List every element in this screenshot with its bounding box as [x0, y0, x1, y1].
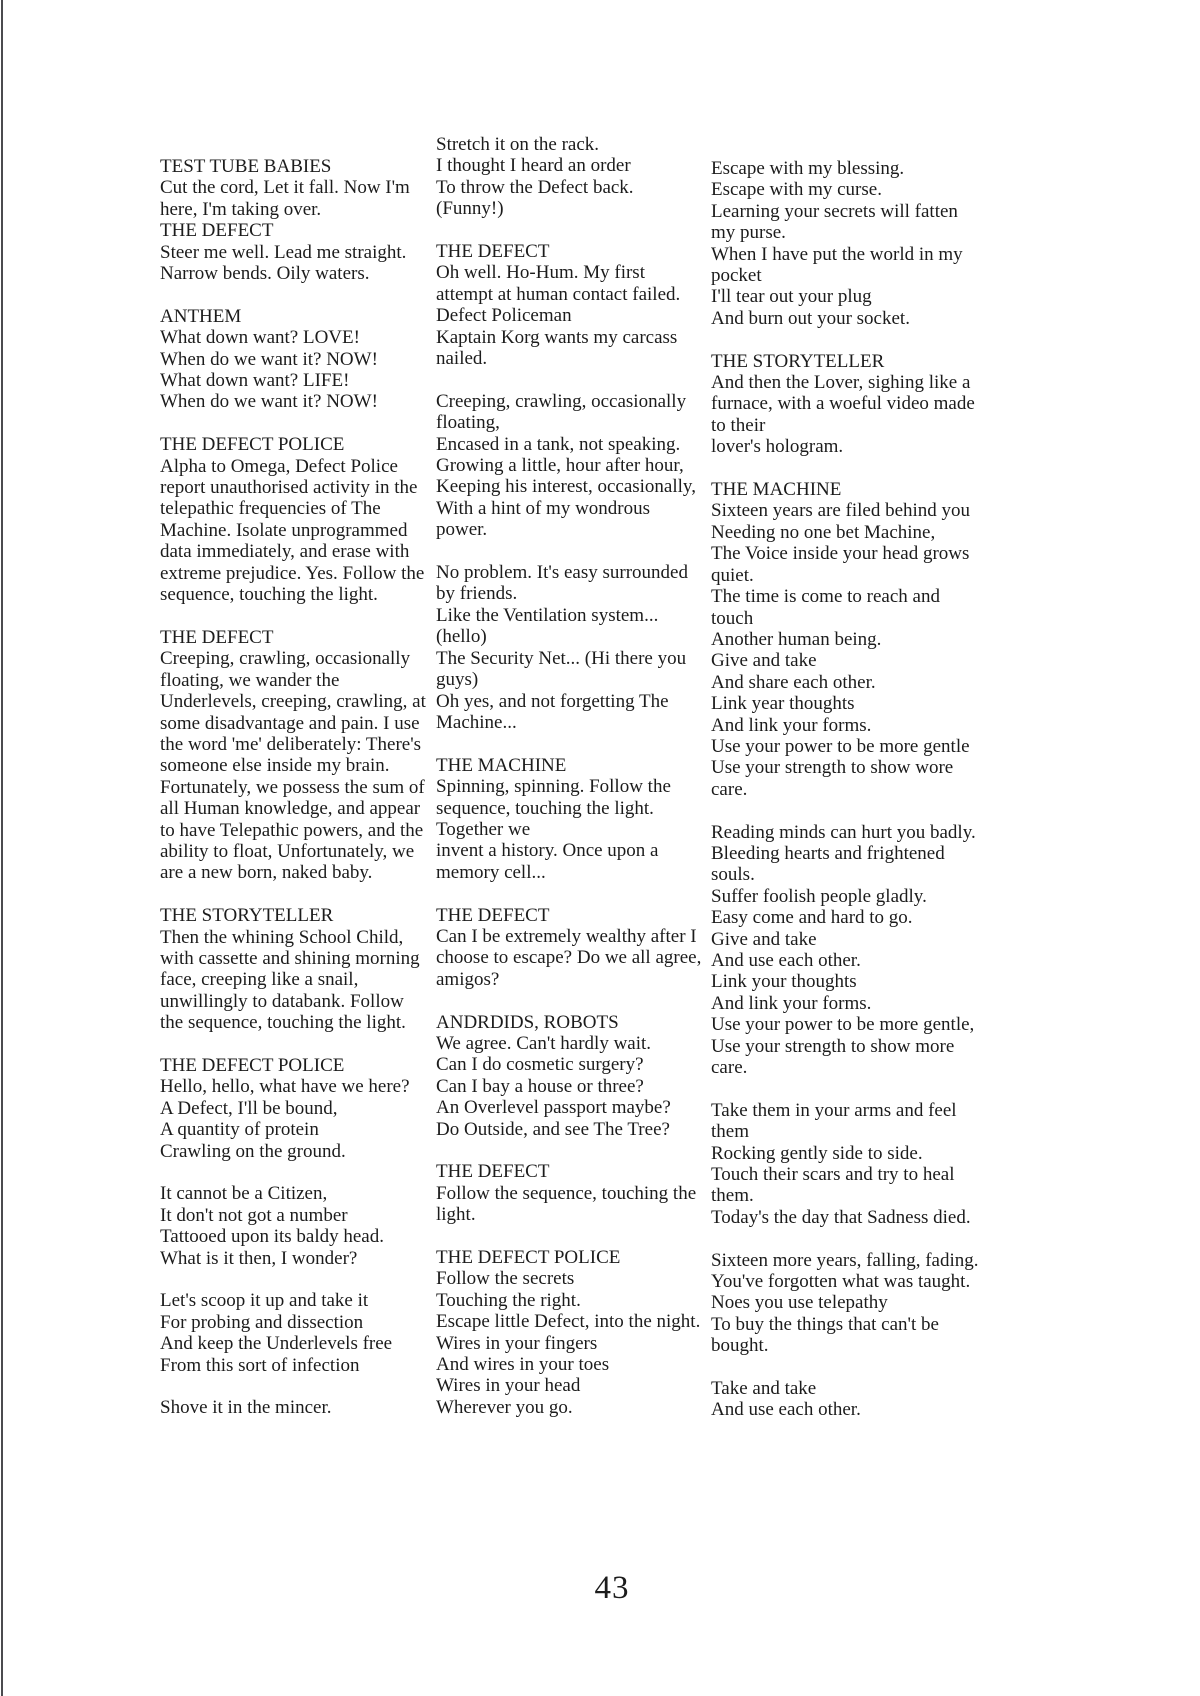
speaker-label: THE STORYTELLER	[160, 905, 334, 927]
lyric-line: here, I'm taking over.	[160, 198, 322, 220]
lyric-line: Wires in your fingers	[436, 1332, 598, 1354]
lyric-line: Let's scoop it up and take it	[160, 1290, 369, 1312]
lyric-line: choose to escape? Do we all agree,	[436, 947, 702, 969]
lyric-line: furnace, with a woeful video made	[711, 393, 975, 415]
lyric-line: Fortunately, we possess the sum of	[160, 776, 425, 798]
stanza	[436, 905, 701, 991]
page-number: 43	[594, 1570, 630, 1606]
stanza	[436, 755, 701, 883]
lyric-line: For probing and dissection	[160, 1311, 364, 1333]
speaker-label: THE DEFECT	[436, 1161, 550, 1183]
lyric-line: (hello)	[436, 626, 487, 648]
lyric-line: light.	[436, 1204, 476, 1226]
speaker-label: THE DEFECT POLICE	[436, 1247, 621, 1268]
stanza	[160, 905, 426, 1033]
lyric-line: Touch their scars and try to heal	[711, 1164, 955, 1186]
lyric-line: Use your power to be more gentle,	[711, 1014, 975, 1036]
lyric-line: An Overlevel passport maybe?	[436, 1097, 671, 1119]
lyric-line: Link your thoughts	[711, 971, 857, 993]
lyric-line: When I have put the world in my	[711, 243, 963, 265]
stanza	[711, 1100, 979, 1228]
lyric-line: ability to float, Unfortunately, we	[160, 840, 415, 862]
lyric-line: Keeping his interest, occasionally,	[436, 476, 696, 498]
lyric-line: care.	[711, 778, 748, 800]
lyric-line: telepathic frequencies of The	[160, 498, 381, 520]
lyric-line: Oh yes, and not forgetting The	[436, 690, 669, 712]
lyric-line: The Voice inside your head grows	[711, 543, 970, 565]
lyric-line: Alpha to Omega, Defect Police	[160, 455, 398, 477]
lyric-line: Sixteen more years, falling, fading.	[711, 1249, 979, 1271]
lyric-line: And link your forms.	[711, 992, 872, 1014]
lyric-line: What down want? LOVE!	[160, 327, 360, 349]
stanza	[436, 562, 701, 733]
stanza	[436, 1012, 701, 1140]
lyric-line: Sixteen years are filed behind you	[711, 500, 971, 522]
lyric-line: And then the Lover, sighing like a	[711, 372, 971, 394]
lyric-line: Escape little Defect, into the night.	[436, 1311, 701, 1333]
stanza	[711, 1250, 979, 1357]
stanza	[711, 479, 979, 800]
speaker-label: THE MACHINE	[436, 754, 567, 776]
lyric-line: to have Telepathic powers, and the	[160, 819, 424, 841]
lyric-line: We agree. Can't hardly wait.	[436, 1032, 652, 1054]
lyric-line: Machine. Isolate unprogrammed	[160, 519, 408, 541]
lyrics-column-1	[160, 156, 426, 1440]
stanza	[711, 822, 979, 1079]
lyric-line: It don't not got a number	[160, 1204, 348, 1226]
lyric-line: The Security Net... (Hi there you	[436, 647, 687, 669]
lyric-line: And wires in your toes	[436, 1354, 610, 1376]
lyric-line: Do Outside, and see The Tree?	[436, 1118, 670, 1140]
lyric-line: the sequence, touching the light.	[160, 1012, 406, 1034]
lyric-line: Then the whining School Child,	[160, 926, 404, 948]
lyric-line: I'll tear out your plug	[711, 286, 872, 308]
lyric-line: them.	[711, 1185, 754, 1207]
lyric-line: Can I bay a house or three?	[436, 1075, 644, 1097]
lyric-line: Crawling on the ground.	[160, 1140, 346, 1162]
lyric-line: With a hint of my wondrous	[436, 497, 651, 519]
lyric-line: touch	[711, 607, 754, 629]
speaker-label: TEST TUBE BABIES	[160, 156, 332, 177]
lyric-line: to their	[711, 414, 766, 436]
lyric-line: Rocking gently side to side.	[711, 1142, 923, 1164]
stanza	[160, 1055, 426, 1162]
lyric-line: invent a history. Once upon a	[436, 840, 659, 862]
lyric-line: Creeping, crawling, occasionally	[436, 390, 687, 412]
lyric-line: To buy the things that can't be	[711, 1313, 939, 1335]
lyric-line: Encased in a tank, not speaking.	[436, 433, 681, 455]
lyric-line: Follow the sequence, touching the	[436, 1182, 697, 1204]
lyric-line: Underlevels, creeping, crawling, at	[160, 691, 426, 713]
lyric-line: nailed.	[436, 348, 488, 370]
lyric-line: Learning your secrets will fatten	[711, 200, 958, 222]
lyric-line: Like the Ventilation system...	[436, 604, 659, 626]
speaker-label: ANTHEM	[160, 305, 242, 327]
speaker-label: THE DEFECT	[160, 220, 274, 242]
lyric-line: souls.	[711, 864, 755, 886]
lyric-line: No problem. It's easy surrounded	[436, 562, 688, 584]
lyric-line: Take them in your arms and feel	[711, 1099, 957, 1121]
lyric-line: data immediately, and erase with	[160, 541, 410, 563]
lyric-line: are a new born, naked baby.	[160, 862, 373, 884]
lyric-line: someone else inside my brain.	[160, 755, 390, 777]
lyrics-column-2	[436, 134, 701, 1440]
lyric-line: Easy come and hard to go.	[711, 907, 913, 929]
stanza	[436, 241, 701, 369]
lyric-line: Today's the day that Sadness died.	[711, 1206, 971, 1228]
lyric-line: by friends.	[436, 583, 518, 605]
lyric-line: Needing no one bet Machine,	[711, 521, 936, 543]
lyric-line: Noes you use telepathy	[711, 1292, 888, 1314]
lyric-line: What is it then, I wonder?	[160, 1247, 358, 1269]
lyric-line: Another human being.	[711, 628, 882, 650]
lyric-line: Shove it in the mincer.	[160, 1397, 332, 1419]
stanza	[436, 134, 701, 220]
lyric-line: Escape with my curse.	[711, 179, 882, 201]
lyric-line: Spinning, spinning. Follow the	[436, 776, 671, 798]
lyric-line: Steer me well. Lead me straight.	[160, 241, 407, 263]
lyric-line: When do we want it? NOW!	[160, 348, 378, 370]
lyric-line: pocket	[711, 265, 762, 287]
lyric-line: bought.	[711, 1335, 769, 1357]
lyric-line: And burn out your socket.	[711, 307, 910, 329]
lyric-line: Kaptain Korg wants my carcass	[436, 326, 678, 348]
lyric-line: my purse.	[711, 222, 786, 244]
lyric-line: Narrow bends. Oily waters.	[160, 263, 370, 285]
lyric-line: memory cell...	[436, 861, 546, 883]
lyric-line: Touching the right.	[436, 1289, 581, 1311]
lyric-line: the word 'me' deliberately: There's	[160, 733, 422, 755]
lyric-line: Link year thoughts	[711, 693, 855, 715]
lyric-line: Wherever you go.	[436, 1396, 573, 1418]
stanza	[436, 1161, 701, 1225]
lyric-line: The time is come to reach and	[711, 586, 940, 608]
speaker-label: THE DEFECT	[160, 626, 274, 648]
lyric-line: (Funny!)	[436, 198, 504, 220]
lyric-line: guys)	[436, 669, 479, 691]
stanza	[160, 434, 426, 605]
lyric-line: To throw the Defect back.	[436, 176, 634, 198]
lyric-line: unwillingly to databank. Follow	[160, 990, 404, 1012]
lyric-line: sequence, touching the light.	[436, 797, 654, 819]
stanza	[711, 158, 979, 329]
stanza	[436, 1247, 701, 1418]
lyric-line: It cannot be a Citizen,	[160, 1183, 328, 1205]
lyric-line: And link your forms.	[711, 714, 872, 736]
lyric-line: Together we	[436, 818, 531, 840]
lyric-line: When do we want it? NOW!	[160, 391, 378, 413]
lyric-line: I thought I heard an order	[436, 155, 631, 177]
stanza	[160, 1397, 426, 1418]
lyric-line: power.	[436, 519, 488, 541]
speaker-label: THE DEFECT	[436, 904, 550, 926]
lyric-line: care.	[711, 1057, 748, 1079]
lyric-line: Defect Policeman	[436, 305, 572, 327]
lyric-line: Reading minds can hurt you badly.	[711, 821, 976, 843]
lyric-line: all Human knowledge, and appear	[160, 798, 421, 820]
stanza	[160, 627, 426, 884]
lyric-line: Give and take	[711, 650, 817, 672]
lyric-line: amigos?	[436, 968, 500, 990]
lyric-line: Cut the cord, Let it fall. Now I'm	[160, 177, 410, 199]
lyric-line: You've forgotten what was taught.	[711, 1271, 971, 1293]
lyric-line: attempt at human contact failed.	[436, 283, 681, 305]
speaker-label: ANDRDIDS, ROBOTS	[436, 1011, 619, 1033]
stanza	[160, 306, 426, 413]
speaker-label: THE MACHINE	[711, 479, 842, 501]
lyric-line: floating, we wander the	[160, 669, 340, 691]
stanza	[160, 1183, 426, 1269]
lyric-line: Give and take	[711, 928, 817, 950]
lyric-line: Tattooed upon its baldy head.	[160, 1226, 384, 1248]
lyric-line: sequence, touching the light.	[160, 584, 378, 606]
lyric-line: Take and take	[711, 1378, 817, 1400]
lyric-line: them	[711, 1121, 749, 1143]
lyric-line: From this sort of infection	[160, 1354, 360, 1376]
speaker-label: THE STORYTELLER	[711, 350, 885, 372]
lyric-line: report unauthorised activity in the	[160, 477, 418, 499]
speaker-label: THE DEFECT POLICE	[160, 434, 345, 456]
lyric-line: Use your power to be more gentle	[711, 735, 970, 757]
speaker-label: THE DEFECT	[436, 241, 550, 263]
lyric-line: Use your strength to show more	[711, 1035, 955, 1057]
lyric-line: extreme prejudice. Yes. Follow the	[160, 562, 425, 584]
lyric-line: Can I do cosmetic surgery?	[436, 1054, 644, 1076]
lyric-line: Bleeding hearts and frightened	[711, 842, 945, 864]
lyric-line: Can I be extremely wealthy after I	[436, 925, 697, 947]
scan-edge-line	[1, 0, 3, 1696]
lyric-line: What down want? LIFE!	[160, 370, 350, 392]
lyric-line: Wires in your head	[436, 1375, 581, 1397]
stanza	[160, 1290, 426, 1376]
lyric-line: Stretch it on the rack.	[436, 134, 600, 155]
lyric-line: lover's hologram.	[711, 436, 844, 458]
lyric-line: Suffer foolish people gladly.	[711, 885, 927, 907]
lyric-line: Follow the secrets	[436, 1268, 575, 1290]
lyric-line: floating,	[436, 412, 500, 434]
lyric-line: with cassette and shining morning	[160, 947, 420, 969]
lyric-line: And share each other.	[711, 671, 876, 693]
lyric-line: Oh well. Ho-Hum. My first	[436, 262, 645, 284]
lyric-line: And use each other.	[711, 1399, 861, 1421]
lyric-line: A quantity of protein	[160, 1119, 319, 1141]
lyric-line: quiet.	[711, 564, 754, 586]
lyric-line: Use your strength to show wore	[711, 757, 954, 779]
lyric-line: Growing a little, hour after hour,	[436, 455, 684, 477]
lyric-line: Escape with my blessing.	[711, 158, 905, 179]
lyric-line: And use each other.	[711, 949, 861, 971]
stanza	[160, 156, 426, 284]
lyric-line: Machine...	[436, 711, 517, 733]
lyric-line: Creeping, crawling, occasionally	[160, 648, 411, 670]
stanza	[711, 1378, 979, 1421]
speaker-label: THE DEFECT POLICE	[160, 1054, 345, 1076]
lyric-line: some disadvantage and pain. I use	[160, 712, 420, 734]
stanza	[711, 351, 979, 458]
stanza	[436, 391, 701, 541]
lyric-line: And keep the Underlevels free	[160, 1333, 393, 1355]
lyric-line: Hello, hello, what have we here?	[160, 1076, 410, 1098]
lyric-line: A Defect, I'll be bound,	[160, 1097, 338, 1119]
lyric-line: face, creeping like a snail,	[160, 969, 359, 991]
lyrics-column-3	[711, 158, 979, 1442]
